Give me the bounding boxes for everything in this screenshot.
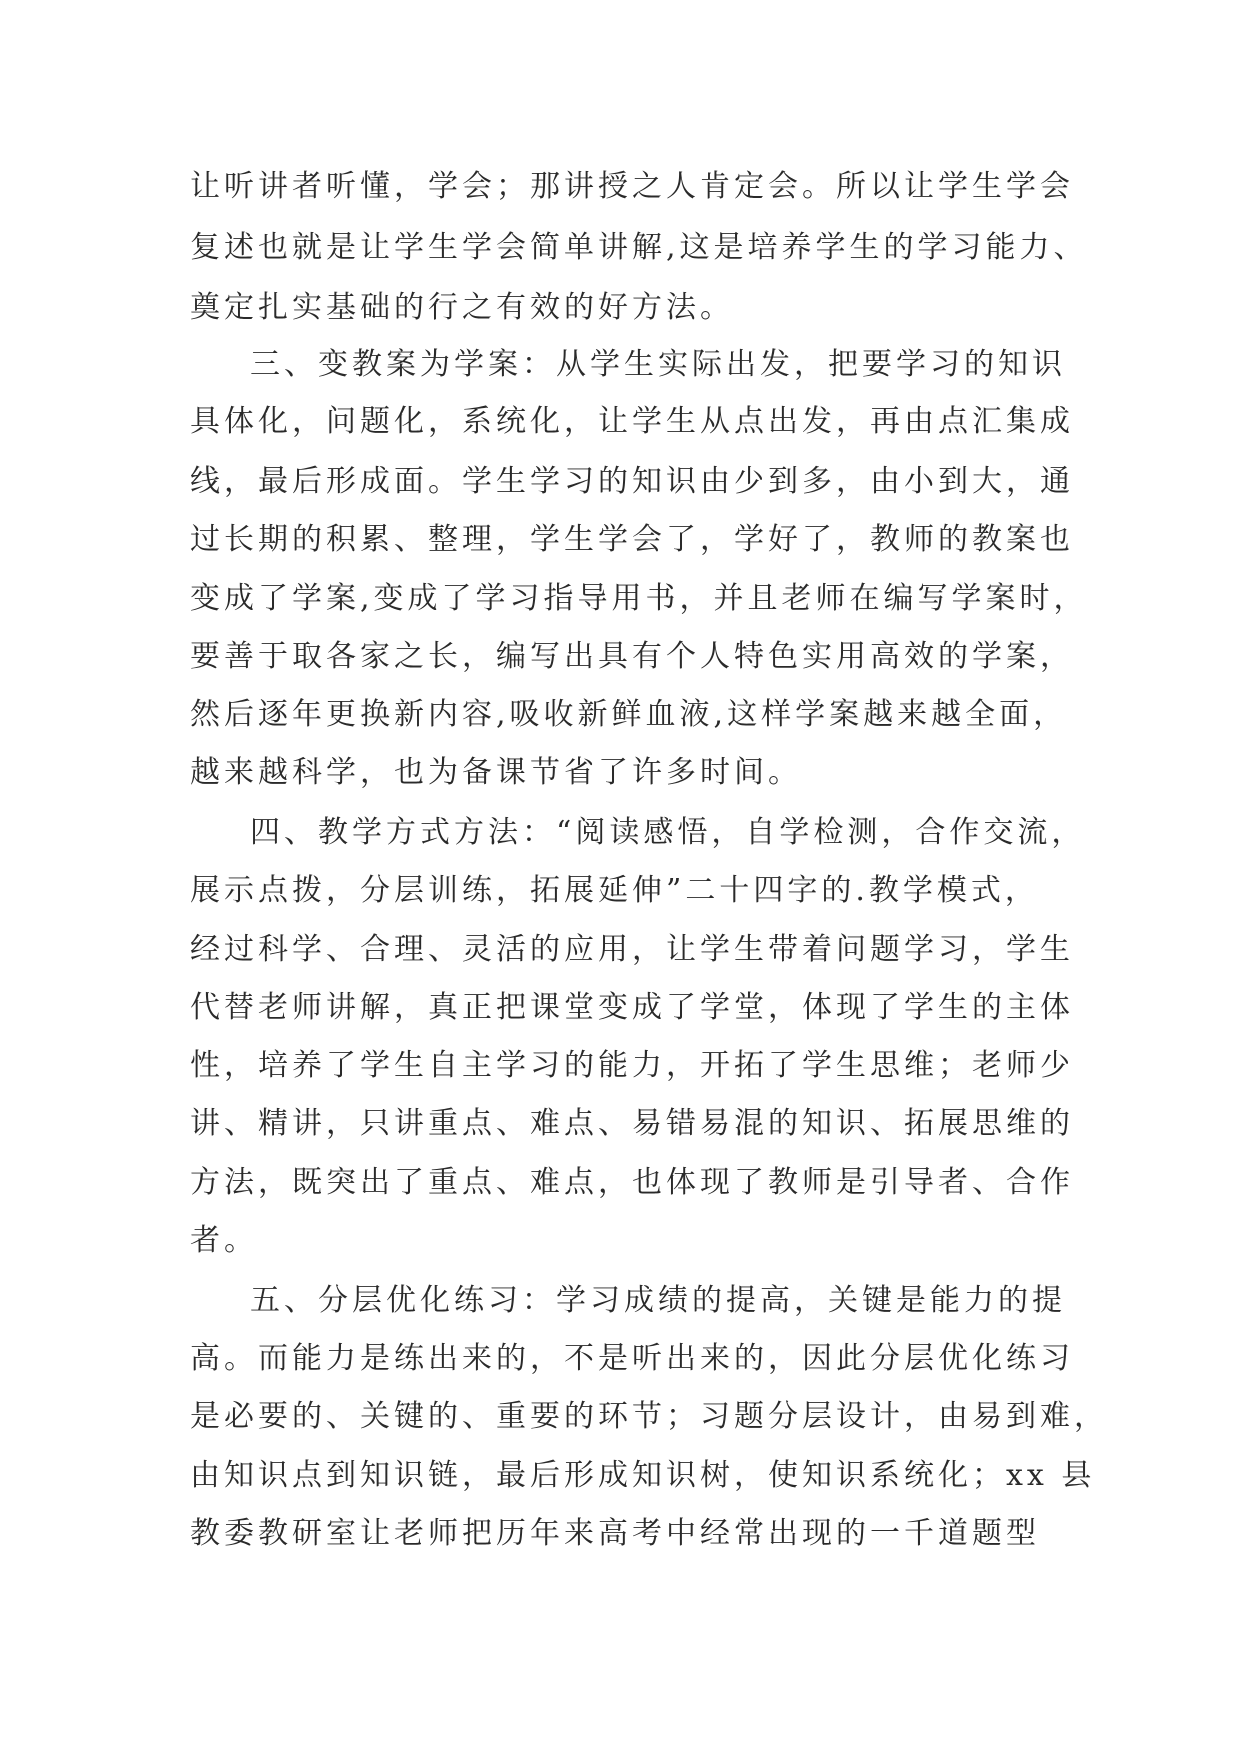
text-line: 经过科学、合理、灵活的应用，让学生带着问题学习，学生: [190, 932, 1074, 967]
section-heading-3: 三、变教案为学案：从学生实际出发，把要学习的知识: [250, 347, 1066, 382]
text-line: 让听讲者听懂，学会；那讲授之人肯定会。所以让学生学会: [190, 169, 1074, 204]
text-line: 变成了学案,变成了学习指导用书，并且老师在编写学案时，: [190, 581, 1088, 616]
text-line: 讲、精讲，只讲重点、难点、易错易混的知识、拓展思维的: [190, 1106, 1074, 1141]
text-line: 奠定扎实基础的行之有效的好方法。: [190, 290, 734, 325]
text-line: 要善于取各家之长，编写出具有个人特色实用高效的学案，: [190, 639, 1074, 674]
text-line: 教委教研室让老师把历年来高考中经常出现的一千道题型: [190, 1516, 1040, 1551]
text-line: 高。而能力是练出来的，不是听出来的，因此分层优化练习: [190, 1341, 1074, 1376]
text-line: 方法，既突出了重点、难点，也体现了教师是引导者、合作: [190, 1165, 1074, 1200]
text-line: 展示点拨，分层训练，拓展延伸”二十四字的.教学模式，: [190, 873, 1039, 908]
section-heading-5: 五、分层优化练习：学习成绩的提高，关键是能力的提: [250, 1283, 1066, 1318]
text-line: 过长期的积累、整理，学生学会了，学好了，教师的教案也: [190, 522, 1074, 557]
text-line: 复述也就是让学生学会简单讲解,这是培养学生的学习能力、: [190, 230, 1088, 265]
text-line: 性，培养了学生自主学习的能力，开拓了学生思维；老师少: [190, 1048, 1074, 1083]
text-line: 者。: [190, 1223, 258, 1258]
text-line: 然后逐年更换新内容,吸收新鲜血液,这样学案越来越全面，: [190, 697, 1068, 732]
text-line: 由知识点到知识链，最后形成知识树，使知识系统化；xx 县: [190, 1458, 1096, 1493]
text-line: 线，最后形成面。学生学习的知识由少到多，由小到大，通: [190, 464, 1074, 499]
text-line: 代替老师讲解，真正把课堂变成了学堂，体现了学生的主体: [190, 990, 1074, 1025]
text-line: 是必要的、关键的、重要的环节；习题分层设计，由易到难，: [190, 1399, 1108, 1434]
section-heading-4: 四、教学方式方法：“阅读感悟，自学检测，合作交流，: [250, 815, 1086, 850]
text-line: 具体化，问题化，系统化，让学生从点出发，再由点汇集成: [190, 404, 1074, 439]
text-line: 越来越科学，也为备课节省了许多时间。: [190, 755, 802, 790]
